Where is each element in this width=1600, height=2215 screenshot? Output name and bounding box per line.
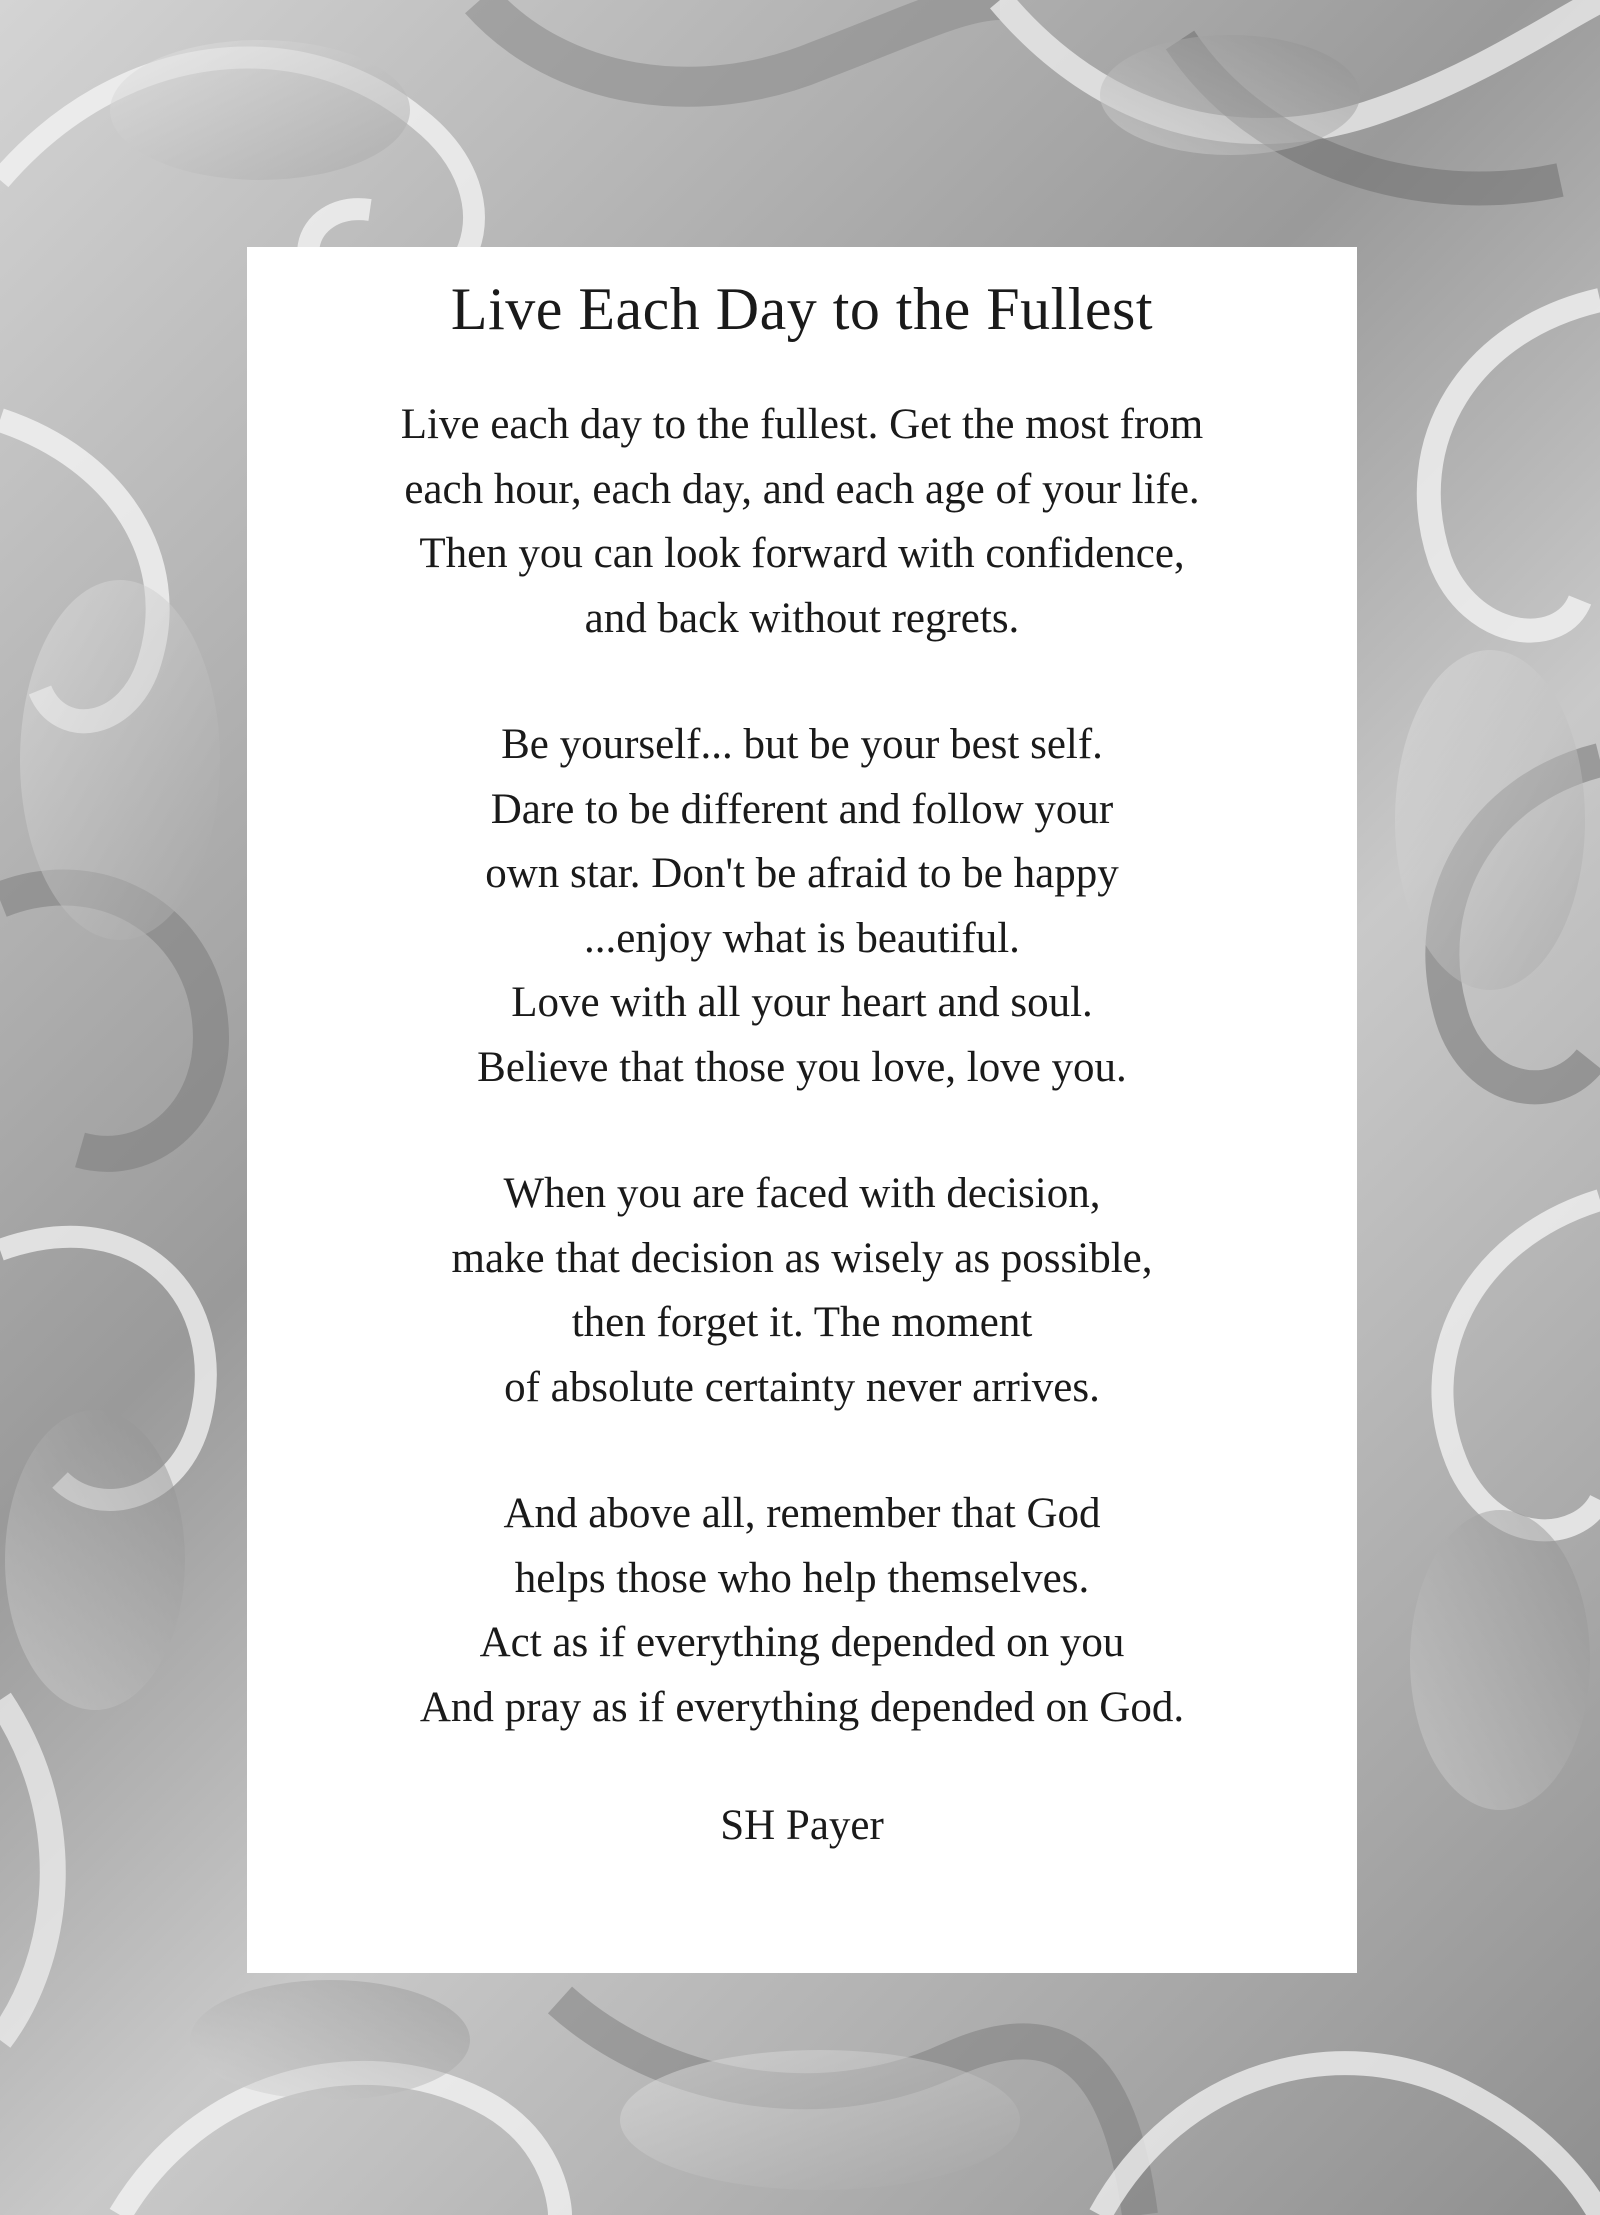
poem-line: Dare to be different and follow your — [490, 785, 1114, 833]
stanza-4 — [247, 1482, 1357, 1740]
poem-line: And pray as if everything depended on God. — [419, 1683, 1185, 1731]
poem-line: helps those who help themselves. — [514, 1554, 1090, 1602]
stanza-3 — [247, 1162, 1357, 1420]
poem-body — [247, 393, 1357, 1740]
poem-author: SH Payer — [720, 1802, 884, 1849]
poem-line: each hour, each day, and each age of your life. — [404, 465, 1200, 513]
poem-line: When you are faced with decision, — [503, 1170, 1101, 1217]
poem-title: Live Each Day to the Fullest — [450, 276, 1154, 342]
poem-line: and back without regrets. — [584, 594, 1020, 642]
poem-line: own star. Don't be afraid to be happy — [485, 850, 1119, 897]
poem-card — [247, 247, 1357, 1973]
poem-line: Believe that those you love, love you. — [477, 1043, 1127, 1091]
poem-line: And above all, remember that God — [503, 1490, 1101, 1537]
poem-line: Love with all your heart and soul. — [511, 979, 1093, 1026]
poem-line: ...enjoy what is beautiful. — [584, 914, 1020, 962]
poem-line: Be yourself... but be your best self. — [501, 721, 1103, 768]
stanza-1 — [247, 393, 1357, 651]
poem-line: Act as if everything depended on you — [479, 1619, 1125, 1666]
poem-line: of absolute certainty never arrives. — [504, 1363, 1100, 1411]
stanza-2 — [247, 713, 1357, 1100]
poem-line: Then you can look forward with confidence, — [419, 530, 1185, 577]
poem-line: Live each day to the fullest. Get the most from — [400, 401, 1204, 448]
poem-line: then forget it. The moment — [571, 1299, 1033, 1346]
poem-line: make that decision as wisely as possible, — [451, 1234, 1153, 1282]
